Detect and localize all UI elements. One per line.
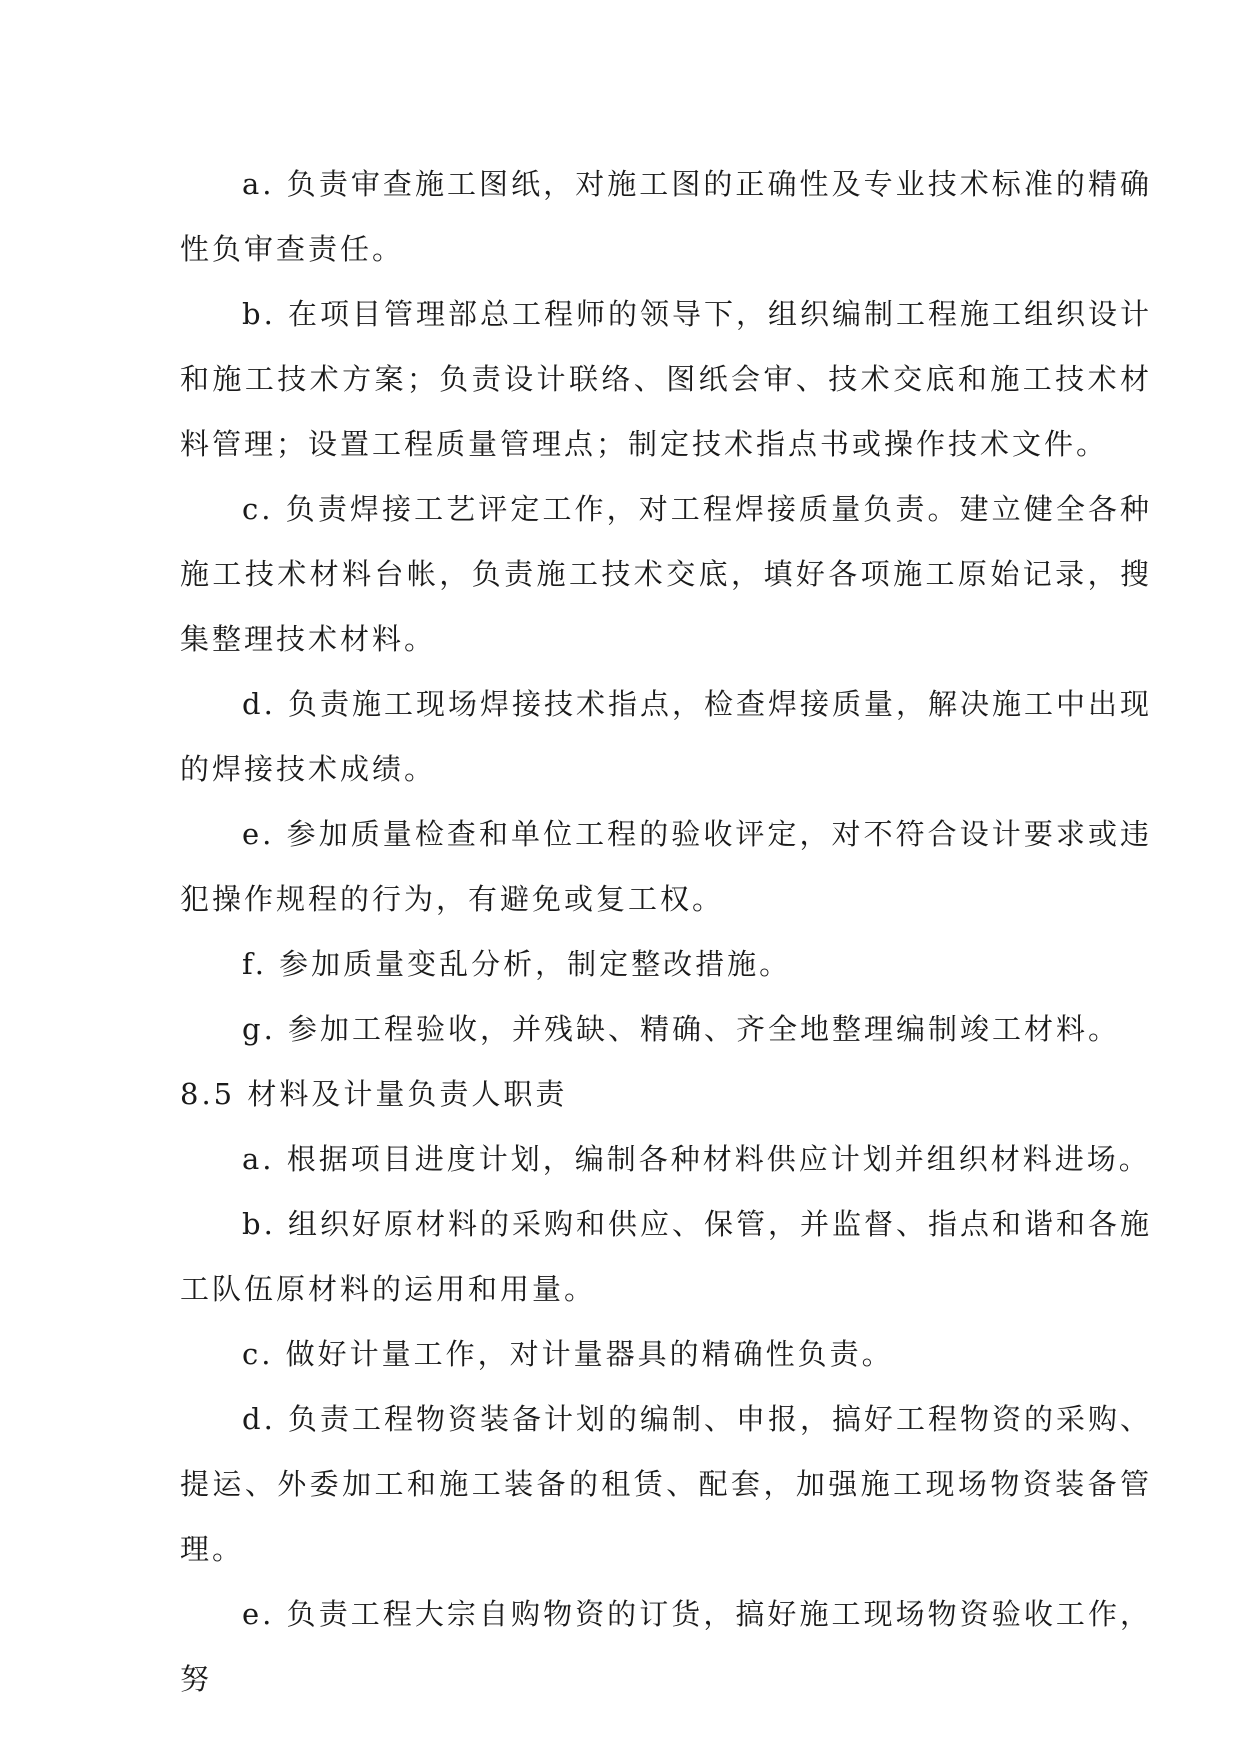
paragraph-item-c: c. 负责焊接工艺评定工作，对工程焊接质量负责。建立健全各种施工技术材料台帐，负责施工技术交底，填好各项施工原始记录，搜集整理技术材料。 xyxy=(180,492,1152,656)
paragraph-item-b: b. 在项目管理部总工程师的领导下，组织编制工程施工组织设计和施工技术方案；负责设计联络、图纸会审、技术交底和施工技术材料管理；设置工程质量管理点；制定技术指点书或操作技术文件。 xyxy=(180,297,1153,461)
section-heading-8-5: 8.5 材料及计量负责人职责 xyxy=(180,1077,568,1111)
paragraph-item-a: a. 负责审查施工图纸，对施工图的正确性及专业技术标准的精确性负审查责任。 xyxy=(180,167,1152,266)
document-body xyxy=(180,152,1152,1712)
paragraph-item-e: e. 参加质量检查和单位工程的验收评定，对不符合设计要求或违犯操作规程的行为，有避免或复工权。 xyxy=(180,817,1152,916)
paragraph-item-c: c. 做好计量工作，对计量器具的精确性负责。 xyxy=(242,1337,894,1371)
paragraph-item-b: b. 组织好原材料的采购和供应、保管，并监督、指点和谐和各施工队伍原材料的运用和用量。 xyxy=(180,1207,1153,1306)
paragraph-item-d: d. 负责工程物资装备计划的编制、申报，搞好工程物资的采购、提运、外委加工和施工装备的租赁、配套，加强施工现场物资装备管理。 xyxy=(180,1402,1153,1566)
paragraph-item-g: g. 参加工程验收，并残缺、精确、齐全地整理编制竣工材料。 xyxy=(242,1012,1121,1046)
paragraph-item-d: d. 负责施工现场焊接技术指点，检查焊接质量，解决施工中出现的焊接技术成绩。 xyxy=(180,687,1153,786)
paragraph-item-f: f. 参加质量变乱分析，制定整改措施。 xyxy=(242,947,792,981)
paragraph-item-e: e. 负责工程大宗自购物资的订货，搞好施工现场物资验收工作，努 xyxy=(180,1597,1152,1696)
paragraph-item-a: a. 根据项目进度计划，编制各种材料供应计划并组织材料进场。 xyxy=(242,1142,1151,1176)
